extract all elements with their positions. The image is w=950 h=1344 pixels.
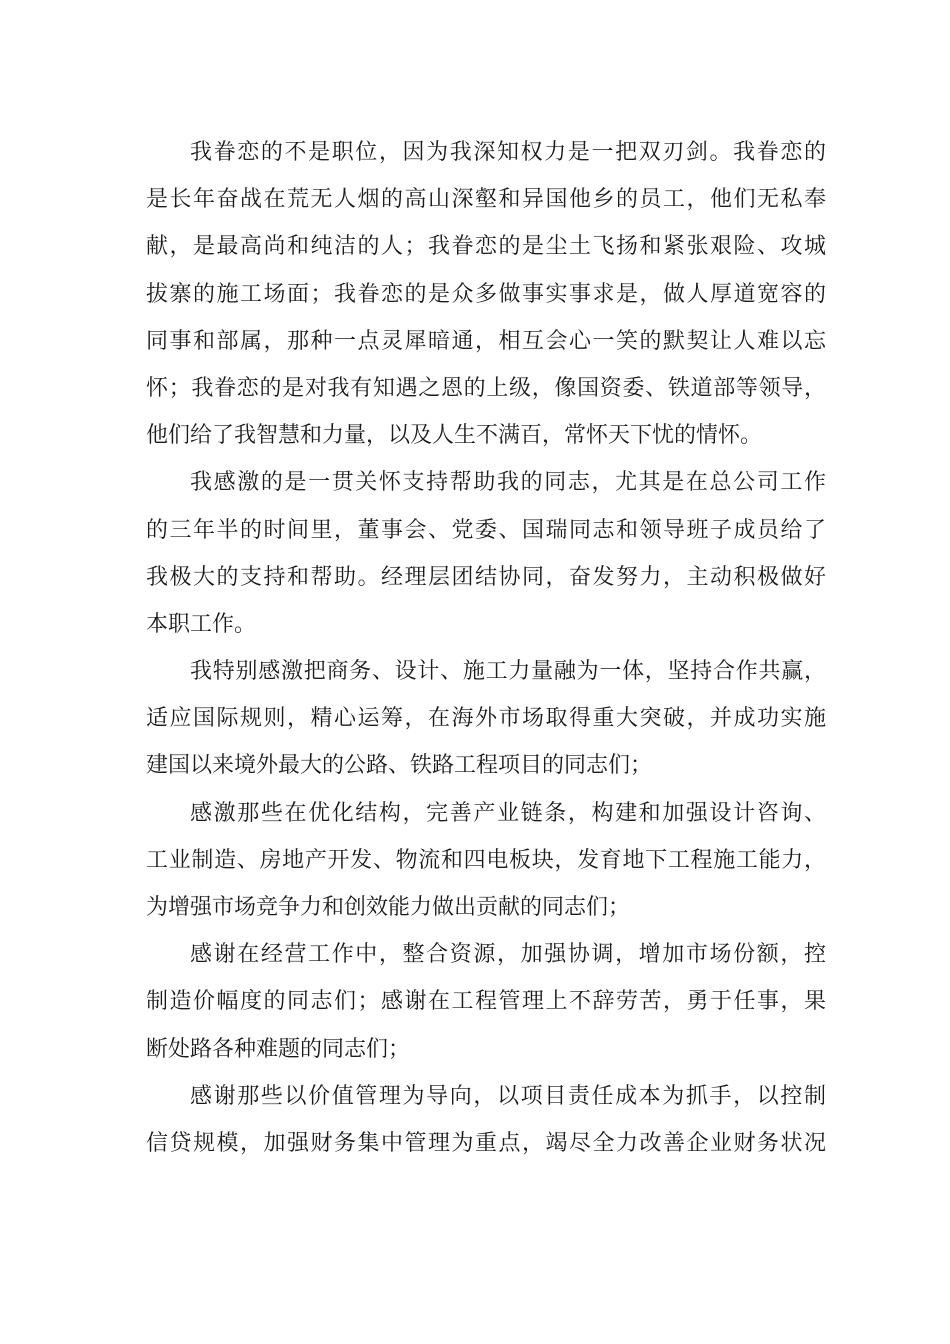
paragraph-3 [146, 648, 826, 790]
text-line: 适应国际规则，精心运筹，在海外市场取得重大突破，并成功实施 [146, 706, 826, 732]
text-line: 的三年半的时间里，董事会、党委、国瑞同志和领导班子成员给了 [146, 517, 826, 543]
text-line: 感激那些在优化结构，完善产业链条，构建和加强设计咨询、 [190, 800, 826, 826]
paragraph-2 [146, 459, 826, 648]
text-line: 怀；我眷恋的是对我有知遇之恩的上级，像国资委、铁道部等领导， [146, 375, 826, 401]
paragraph-5 [146, 931, 826, 1073]
text-line: 同事和部属，那种一点灵犀暗通，相互会心一笑的默契让人难以忘 [146, 328, 826, 354]
text-line: 我眷恋的不是职位，因为我深知权力是一把双刃剑。我眷恋的 [190, 140, 826, 165]
paragraph-1 [146, 129, 826, 459]
text-line: 信贷规模，加强财务集中管理为重点，竭尽全力改善企业财务状况 [146, 1130, 826, 1156]
text-line: 建国以来境外最大的公路、铁路工程项目的同志们； [146, 753, 653, 779]
text-line: 工业制造、房地产开发、物流和四电板块，发育地下工程施工能力， [146, 847, 826, 873]
text-line: 我特别感激把商务、设计、施工力量融为一体，坚持合作共赢， [190, 659, 826, 685]
paragraph-4 [146, 790, 826, 932]
text-line: 为增强市场竞争力和创效能力做出贡献的同志们； [146, 895, 631, 920]
text-line: 献，是最高尚和纯洁的人；我眷恋的是尘土飞扬和紧张艰险、攻城 [146, 234, 826, 260]
text-line: 断处路各种难题的同志们； [146, 1036, 411, 1062]
text-line: 制造价幅度的同志们；感谢在工程管理上不辞劳苦，勇于任事，果 [146, 989, 826, 1015]
text-line: 他们给了我智慧和力量，以及人生不满百，常怀天下忧的情怀。 [146, 423, 763, 449]
text-line: 我感激的是一贯关怀支持帮助我的同志，尤其是在总公司工作 [190, 470, 826, 496]
document-body [146, 129, 826, 1167]
paragraph-6 [146, 1073, 826, 1167]
text-line: 是长年奋战在荒无人烟的高山深壑和异国他乡的员工，他们无私奉 [146, 187, 826, 213]
text-line: 我极大的支持和帮助。经理层团结协同，奋发努力，主动积极做好 [146, 564, 826, 590]
text-line: 感谢那些以价值管理为导向，以项目责任成本为抓手，以控制 [190, 1083, 826, 1109]
text-line: 本职工作。 [146, 611, 257, 637]
text-line: 感谢在经营工作中，整合资源，加强协调，增加市场份额，控 [190, 942, 826, 968]
text-line: 拔寨的施工场面；我眷恋的是众多做事实事求是，做人厚道宽容的 [146, 281, 826, 307]
